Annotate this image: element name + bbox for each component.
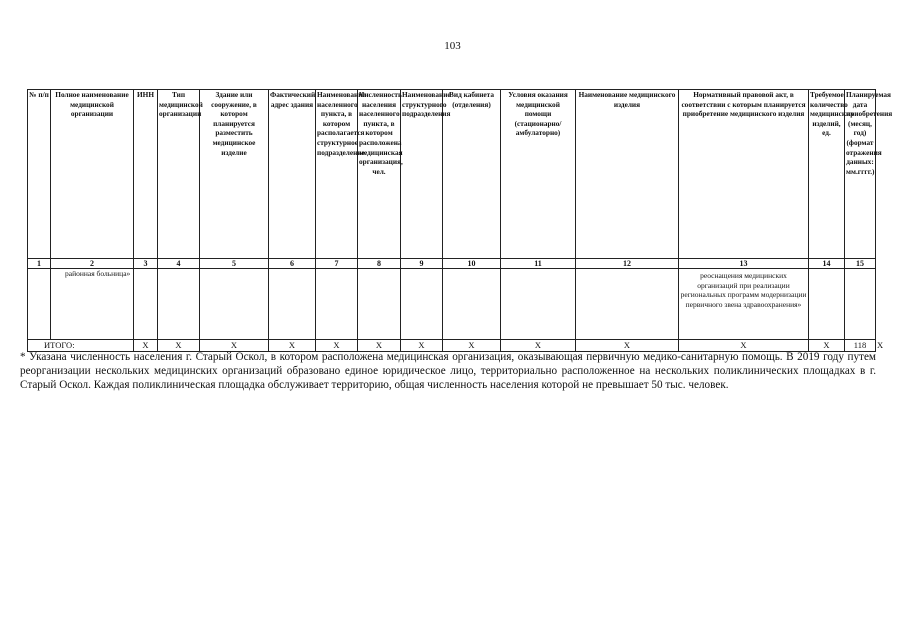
column-number: 10: [443, 259, 501, 269]
table-cell: [134, 269, 158, 340]
equipment-table: [27, 89, 893, 352]
footnote: * Указана численность населения г. Старый Оскол, в котором расположена медицинская организация, оказывающая первичную медико-санитарную помощь. В 2019 году путем реорганизации нескольких медицинских организаций образовано единое юридическое лицо, территориально расположенное на нескольких поликлинических площадках в г. Старый Оскол. Каждая поликлиническая площадка обслуживает территорию, общая численность населения которой не превышает 50 тыс. человек.: [20, 351, 876, 391]
column-number: 7: [316, 259, 358, 269]
total-quantity: 118: [845, 340, 876, 352]
total-value: Х: [269, 340, 316, 352]
total-value: Х: [443, 340, 501, 352]
column-number: 14: [809, 259, 845, 269]
column-number-row: [28, 259, 876, 269]
table-cell: [269, 269, 316, 340]
table-cell: [28, 269, 51, 340]
table-cell: [358, 269, 401, 340]
table-cell: [576, 269, 679, 340]
column-number: 2: [51, 259, 134, 269]
column-number: 6: [269, 259, 316, 269]
table-cell: [200, 269, 269, 340]
header-cell: Фактический адрес здания: [269, 90, 316, 259]
header-cell: Нормативный правовой акт, в соответствии с которым планируется приобретение медицинского изделия: [679, 90, 809, 259]
header-cell: Здание или сооружение, в котором планируется разместить медицинское изделие: [200, 90, 269, 259]
header-cell: Тип медицинской организации: [158, 90, 200, 259]
total-value: Х: [501, 340, 576, 352]
legal-act-cell: реоснащения медицинских организаций при реализации региональных программ модернизации первичного звена здравоохранения»: [679, 269, 809, 340]
table-cell: [809, 269, 845, 340]
column-number: 4: [158, 259, 200, 269]
column-number: 5: [200, 259, 269, 269]
header-cell: Полное наименование медицинской организации: [51, 90, 134, 259]
total-value: Х: [358, 340, 401, 352]
column-number: 11: [501, 259, 576, 269]
total-value: Х: [158, 340, 200, 352]
header-cell: № п/п: [28, 90, 51, 259]
table-row: [28, 269, 876, 340]
column-number: 3: [134, 259, 158, 269]
total-value: Х: [576, 340, 679, 352]
header-cell: Вид кабинета (отделения): [443, 90, 501, 259]
page-number: 103: [444, 40, 461, 52]
table-cell: [845, 269, 876, 340]
total-value: Х: [679, 340, 809, 352]
total-value: Х: [200, 340, 269, 352]
table-header-row: [28, 90, 876, 259]
header-cell: Наименование населенного пункта, в котором располагается структурное подразделение: [316, 90, 358, 259]
total-row: ИТОГО: Х Х Х Х Х Х Х Х Х Х Х Х 118 Х: [28, 340, 876, 352]
column-number: 13: [679, 259, 809, 269]
column-number: 12: [576, 259, 679, 269]
org-name-cell: районная больница»: [51, 269, 134, 340]
header-cell: Наименование структурного подразделения: [401, 90, 443, 259]
column-number: 8: [358, 259, 401, 269]
table-cell: [158, 269, 200, 340]
column-number: 1: [28, 259, 51, 269]
table-cell: [501, 269, 576, 340]
table-cell: [401, 269, 443, 340]
table-cell: [316, 269, 358, 340]
header-cell: Требуемое количество медицинских изделий, ед.: [809, 90, 845, 259]
total-label: ИТОГО:: [28, 340, 134, 352]
header-cell: Наименование медицинского изделия: [576, 90, 679, 259]
column-number: 15: [845, 259, 876, 269]
table-cell: [443, 269, 501, 340]
header-cell: Численность населения населенного пункта, в котором расположена медицинская организация, чел.: [358, 90, 401, 259]
header-cell: ИНН: [134, 90, 158, 259]
column-number: 9: [401, 259, 443, 269]
total-value: Х: [401, 340, 443, 352]
total-value: Х: [134, 340, 158, 352]
header-cell: Условия оказания медицинской помощи (стационарно/амбулаторно): [501, 90, 576, 259]
total-value: Х: [316, 340, 358, 352]
header-cell: Планируемая дата приобретения (месяц, год) (формат отражения данных: мм.гггг.): [845, 90, 876, 259]
total-value: Х: [809, 340, 845, 352]
